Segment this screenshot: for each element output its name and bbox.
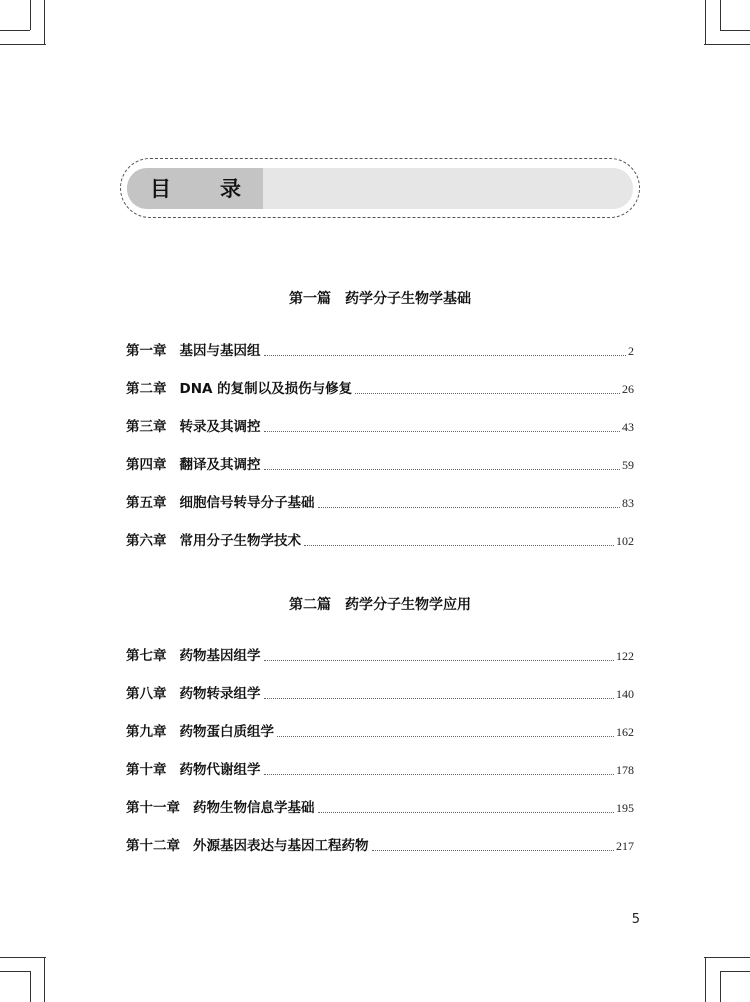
chapter-page: 2 [628,344,634,358]
part-heading-1: 第一篇 药学分子生物学基础 [289,291,471,307]
chapter-page: 102 [616,534,634,548]
chapter-title: 基因与基因组 [179,343,261,359]
toc-entry[interactable] [126,760,634,780]
leader-dots [277,736,614,737]
chapter-title: 药物代谢组学 [179,762,261,778]
chapter-title: DNA 的复制以及损伤与修复 [179,381,353,397]
chapter-page: 43 [622,420,634,434]
toc-entry[interactable] [126,417,634,437]
chapter-number: 第九章 [126,724,167,740]
page-number: 5 [631,912,640,927]
leader-dots [355,393,620,394]
toc-entry[interactable] [126,531,634,551]
leader-dots [318,507,621,508]
page-title-char-1: 目 [150,177,171,201]
leader-dots [318,812,615,813]
chapter-number: 第八章 [126,686,167,702]
toc-entry[interactable] [126,646,634,666]
chapter-title: 外源基因表达与基因工程药物 [193,838,369,854]
chapter-page: 83 [622,496,634,510]
toc-entry[interactable] [126,379,634,399]
leader-dots [264,431,621,432]
leader-dots [264,469,621,470]
chapter-number: 第五章 [126,495,167,511]
leader-dots [264,774,615,775]
chapter-page: 140 [616,687,634,701]
chapter-title: 药物基因组学 [179,648,261,664]
chapter-number: 第四章 [126,457,167,473]
toc-entry[interactable] [126,493,634,513]
chapter-title: 翻译及其调控 [179,457,261,473]
toc-entry[interactable] [126,341,634,361]
chapter-number: 第六章 [126,533,167,549]
chapter-number: 第一章 [126,343,167,359]
chapter-number: 第十一章 [126,800,180,816]
chapter-page: 162 [616,725,634,739]
toc-entry[interactable] [126,455,634,475]
leader-dots [372,850,615,851]
chapter-title: 细胞信号转导分子基础 [179,495,315,511]
chapter-number: 第十章 [126,762,167,778]
chapter-page: 26 [622,382,634,396]
chapter-title: 药物蛋白质组学 [179,724,274,740]
chapter-page: 122 [616,649,634,663]
chapter-page: 178 [616,763,634,777]
page-title [150,174,250,204]
chapter-title: 转录及其调控 [179,419,261,435]
toc-entry[interactable] [126,798,634,818]
chapter-number: 第十二章 [126,838,180,854]
toc-entry[interactable] [126,722,634,742]
chapter-title: 药物转录组学 [179,686,261,702]
chapter-title: 常用分子生物学技术 [179,533,301,549]
leader-dots [264,698,615,699]
chapter-number: 第三章 [126,419,167,435]
chapter-page: 195 [616,801,634,815]
chapter-title: 药物生物信息学基础 [193,800,315,816]
toc-entry[interactable] [126,836,634,856]
chapter-page: 217 [616,839,634,853]
chapter-page: 59 [622,458,634,472]
leader-dots [264,660,615,661]
page-title-char-2: 录 [220,177,241,201]
chapter-number: 第二章 [126,381,167,397]
leader-dots [264,355,627,356]
leader-dots [304,545,614,546]
part-heading-2: 第二篇 药学分子生物学应用 [289,597,471,613]
toc-entry[interactable] [126,684,634,704]
chapter-number: 第七章 [126,648,167,664]
